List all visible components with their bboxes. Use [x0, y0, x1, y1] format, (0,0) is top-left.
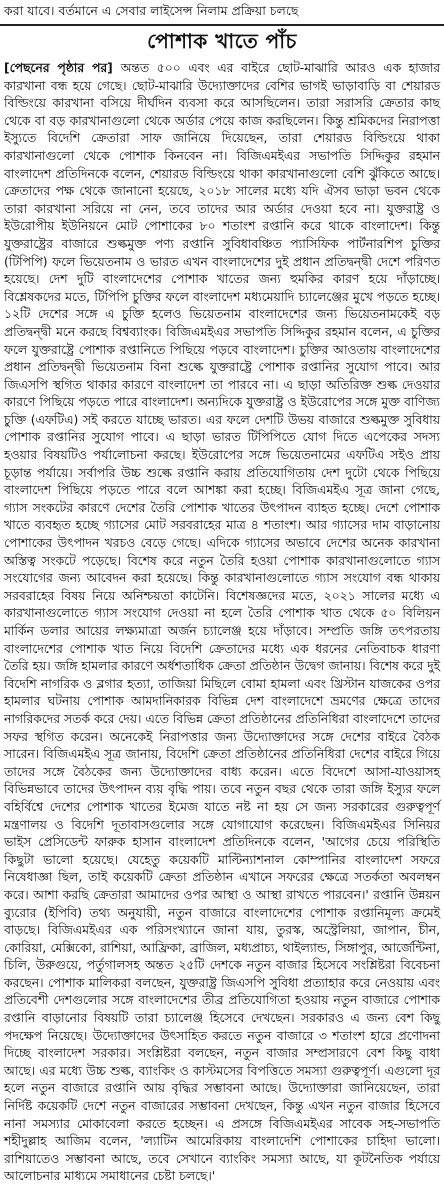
previous-article-tail: করা যাবে। বর্তমানে এ সেবার লাইসেন্স নিলাম প্রক্রিয়া চলছে [4, 3, 299, 18]
article-body [4, 60, 440, 1184]
continued-from-label: [পেছনের পৃষ্ঠার পর] [4, 61, 121, 75]
divider-rule [0, 24, 444, 26]
article-body-text: অন্তত ৫০০ এবং এর বাইরে ছোট-মাঝারি আরও এক হাজার কারখানা বন্ধ হয়ে গেছে। ছোট-মাঝারি উদ্যোক্তাদের বেশির ভাগই ভাড়াবাড়ি বা শেয়ারড বিল্ডিংয়ে কারখানা বসিয়ে দীর্ঘদিন ব্যবসা করে আসছিলেন। তারা সরাসরি ক্রেতার কাছ থেকে বা বড় কারখানাগুলো থেকে অর্ডার পেয়ে কাজ করছিলেন। কিন্তু শ্রমিকদের নিরাপত্তা ইস্যুতে বিদেশি ক্রেতারা সাফ জানিয়ে দিয়েছেন, তারা শেয়ারড বিল্ডিংয়ে থাকা কারখানাগুলো থেকে পোশাক কিনবেন না। বিজিএমইএর সভাপতি সিদ্দিকুর রহমান বাংলাদেশ প্রতিদিনকে বলেন, শেয়ারড বিল্ডিংয়ে থাকা কারখানাগুলো বেশি ঝুঁকিতে আছে। ক্রেতাদের পক্ষ থেকে জানানো হয়েছে, ২০১৮ সালের মধ্যে যদি ঐসব ভাড়া ভবন থেকে তারা কারখানা সরিয়ে না নেন, তবে তাদের আর অর্ডার দেওয়া হবে না। যুক্তরাষ্ট্র ও ইউরোপীয় ইউনিয়নে মোট পোশাকের ৮০ শতাংশ রপ্তানি করে থাকে বাংলাদেশ। কিন্তু যুক্তরাষ্ট্রের বাজারে শুল্কমুক্ত পণ্য রপ্তানি সুবিধাবঞ্চিত প্যাসিফিক পার্টনারশিপ চুক্তির (টিপিপি) ফলে ভিয়েতনাম ও ভারত এখন বাংলাদেশের দুই প্রধান প্রতিদ্বন্দ্বী দেশে পরিণত হয়েছে। দেশ দুটি বাংলাদেশের পোশাক খাতের জন্য হুমকির কারণ হয়ে দাঁড়াচ্ছে। বিশ্লেষকদের মতে, টিপিপি চুক্তির ফলে বাংলাদেশ মধ্যমেয়াদি চ্যালেঞ্জের মুখে পড়তে হচ্ছে। ১২টি দেশের সঙ্গে এ চুক্তি হলেও ভিয়েতনাম বাংলাদেশের জন্য ভিয়েতনামকেই বড় প্রতিদ্বন্দ্বী মনে করছে বিশ্বব্যাংক। বিজিএমইএর সভাপতি সিদ্দিকুর রহমান বলেন, এ চুক্তির ফলে যুক্তরাষ্ট্রে পোশাক রপ্তানিতে পিছিয়ে পড়বে বাংলাদেশ। চুক্তির আওতায় বাংলাদেশের প্রধান প্রতিদ্বন্দ্বী ভিয়েতনাম বিনা শুল্কে যুক্তরাষ্ট্রে পোশাক রপ্তানির সুযোগ পাবে। আর জিএসপি স্থগিত থাকার কারণে বাংলাদেশ তা পারবে না। এ ছাড়া অতিরিক্ত শুল্ক দেওয়ার কারণে পিছিয়ে পড়তে পারে বাংলাদেশ। অন্যদিকে যুক্তরাষ্ট্র ও ইউরোপের সঙ্গে মুক্ত বাণিজ্য চুক্তি (এফটিএ) সই করতে যাচ্ছে ভারত। এর ফলে দেশটি উভয় বাজারে শুল্কমুক্ত সুবিধায় পোশাক রপ্তানির সুযোগ পাবে। এ ছাড়া ভারত টিপিপিতে যোগ দিতে এপেকের সদস্য হওয়ার বিষয়টিও পর্যালোচনা করছে। ইউরোপের সঙ্গে ভিয়েতনামের এফটিএ সইও প্রায় চূড়ান্ত পর্যায়ে। সর্বাপরি উচ্চ শুল্কে রপ্তানি করায় প্রতিযোগিতায় দেশ দুটো থেকে পিছিয়ে বাংলাদেশ পিছিয়ে পড়তে পারে বলে আশঙ্কা করা হচ্ছে। বিজিএমইএ সূত্র জানা গেছে, গ্যাস সংকটের কারণে দেশের তৈরি পোশাক খাতের উৎপাদন ব্যাহত হচ্ছে। দেশে পোশাক খাতে ব্যবহৃত হচ্ছে গ্যাসের মোট সরবরাহের মাত্র ৪ শতাংশ। আর গ্যাসের দাম বাড়ানোয় পোশাকের উৎপাদন খরচও বেড়ে গেছে। এদিকে গ্যাসের অভাবে দেশের অনেক কারখানা অস্তিত্ব সংকটে পড়েছে। বিশেষ করে নতুন তৈরি হওয়া পোশাক কারখানাগুলোতে গ্যাস সংযোগের জন্য আবেদন করা হয়েছে। কিন্তু কারখানাগুলোতে গ্যাস সংযোগ বন্ধ থাকায় সরবরাহের বিষয় নিয়ে অনিশ্চয়তা কাটেনি। বিশেষজ্ঞদের মতে, ২০২১ সালের মধ্যে এ কারখানাগুলোতে গ্যাস সংযোগ দেওয়া না হলে তৈরি পোশাক খাত থেকে ৫০ বিলিয়ন মার্কিন ডলার আয়ের লক্ষ্যমাত্রা অর্জন চ্যালেঞ্জ হয়ে দাঁড়াবে। সম্প্রতি জঙ্গি তৎপরতায় বাংলাদেশের পোশাক খাত নিয়ে বিদেশি ক্রেতাদের মধ্যে এক ধরনের নেতিবাচক ধারণা তৈরি হয়। জঙ্গি হামলার কারণে অর্ধশতাধিক ক্রেতা প্রতিষ্ঠান উদ্বেগ জানায়। বিশেষ করে দুই বিদেশি নাগরিক ও ব্লগার হত্যা, তাজিয়া মিছিলে বোমা হামলা এবং খ্রিস্টান যাজকের ওপর হামলার ঘটনায় পোশাক আমদানিকারক বিভিন্ন দেশ বাংলাদেশে ভ্রমণের ক্ষেত্রে তাদের নাগরিকদের সতর্ক করে দেয়। এতে বিভিন্ন ক্রেতা প্রতিষ্ঠানের প্রতিনিধিরা বাংলাদেশে তাদের সফর স্থগিত করেন। অনেকেই নিরাপত্তার জন্য উদ্যোক্তাদের সঙ্গে দেশের বাইরে বৈঠক সারেন। বিজিএমইএ সূত্র জানায়, বিদেশি ক্রেতা প্রতিষ্ঠানের প্রতিনিধিরা দেশের বাইরে গিয়ে তাদের সঙ্গে বৈঠকের জন্য উদ্যোক্তাদের বাধ্য করেন। এতে বিদেশে আসা-যাওয়াসহ বিভিন্নভাবে তাদের উৎপাদন ব্যয় বৃদ্ধি পায়। তবে নতুন বছর থেকে তারা জঙ্গি ইস্যুর ফলে বহির্বিশ্বে দেশের পোশাক খাতের ইমেজ যাতে নষ্ট না হয় সে জন্য সরকারের গুরুত্বপূর্ণ মন্ত্রণালয় ও বিদেশি দূতাবাসগুলোর সঙ্গে যোগাযোগ করেছেন। বিজিএমইএর সিনিয়র ভাইস প্রেসিডেন্ট ফারুক হাসান বাংলাদেশ প্রতিদিনকে বলেন, 'আগের চেয়ে পরিস্থিতি কিছুটা ভালো হয়েছে। যেহেতু কয়েকটি মাল্টিন্যাশনাল কোম্পানির বাংলাদেশ সফরে নিষেধাজ্ঞা ছিল, তাই কয়েকটি ক্রেতা প্রতিষ্ঠান এখানে সফরের ক্ষেত্রে সতর্কতা অবলম্বন করে। আশা করছি ক্রেতারা আমাদের ওপর আস্থা ও আস্থা রাখতে পারবেন।' রপ্তানি উন্নয়ন ব্যুরোর (ইপিবি) তথ্য অনুযায়ী, নতুন বাজারে বাংলাদেশের পোশাক রপ্তানিমূল্য ক্রমেই বাড়ছে। বিজিএমইএর এক পরিসংখ্যানে জানা যায়, তুরস্ক, অস্ট্রেলিয়া, জাপান, চীন, কোরিয়া, মেক্সিকো, রাশিয়া, আফ্রিকা, ব্রাজিল, মধ্যপ্রাচ্য, থাইল্যান্ড, সিঙ্গাপুর, আর্জেন্টিনা, চিলি, উরুগুয়ে, পর্তুগালসহ অন্তত ২৫টি দেশকে নতুন বাজার হিসেবে সংশ্লিষ্টরা বিবেচনা করছেন। পোশাক মালিকরা বলছেন, যুক্তরাষ্ট্র জিএসপি সুবিধা প্রত্যাহার করে নেওয়ায় এবং প্রতিবেশী দেশগুলোর সঙ্গে বাংলাদেশের তীব্র প্রতিযোগিতা হওয়ায় নতুন বাজারে পোশাক রপ্তানি বাড়ানোর বিষয়টি তারা চ্যালেঞ্জ হিসেবে দেখছেন। সরকারও এ জন্য বেশ কিছু পদক্ষেপ নিয়েছে। উদ্যোক্তাদের উৎসাহিত করতে নতুন বাজারে ৩ শতাংশ হারে প্রণোদনা দিচ্ছে বাংলাদেশ সরকার। সংশ্লিষ্টরা বলছেন, নতুন বাজার সম্প্রসারণে বেশ কিছু বাধা আছে। এর মধ্যে উচ্চ শুল্ক, ব্যাংকিং ও কাস্টমসের বিপত্তিতে সমস্যা গুরুত্বপূর্ণ। এগুলো দূর হলে নতুন বাজারে রপ্তানি আয় বৃদ্ধির সম্ভাবনা আছে। উদ্যোক্তারা জানিয়েছেন, তারা নির্দিষ্ট কয়েকটি দেশে নতুন বাজারের সম্ভাবনা দেখছেন, কিন্তু এখন নতুন বাজার হিসেবে নানা সমস্যার মোকাবেলা করতে হচ্ছেন। এ প্রসঙ্গে বিজিএমইএর সাবেক সহ-সভাপতি শহীদুল্লাহ আজিম বলেন, 'ল্যাটিন আমেরিকায় বাংলাদেশি পোশাকের চাহিদা ভালো। রাশিয়াতেও সম্ভাবনা আছে, তবে সেখানে ব্যাংকিং সমস্যা আছে, যা কূটনৈতিক পর্যায়ে আলোচনার মাধ্যমে সমাধানের চেষ্টা চলছে।' [4, 61, 440, 1184]
article-headline: পোশাক খাতে পাঁচ [147, 29, 297, 53]
